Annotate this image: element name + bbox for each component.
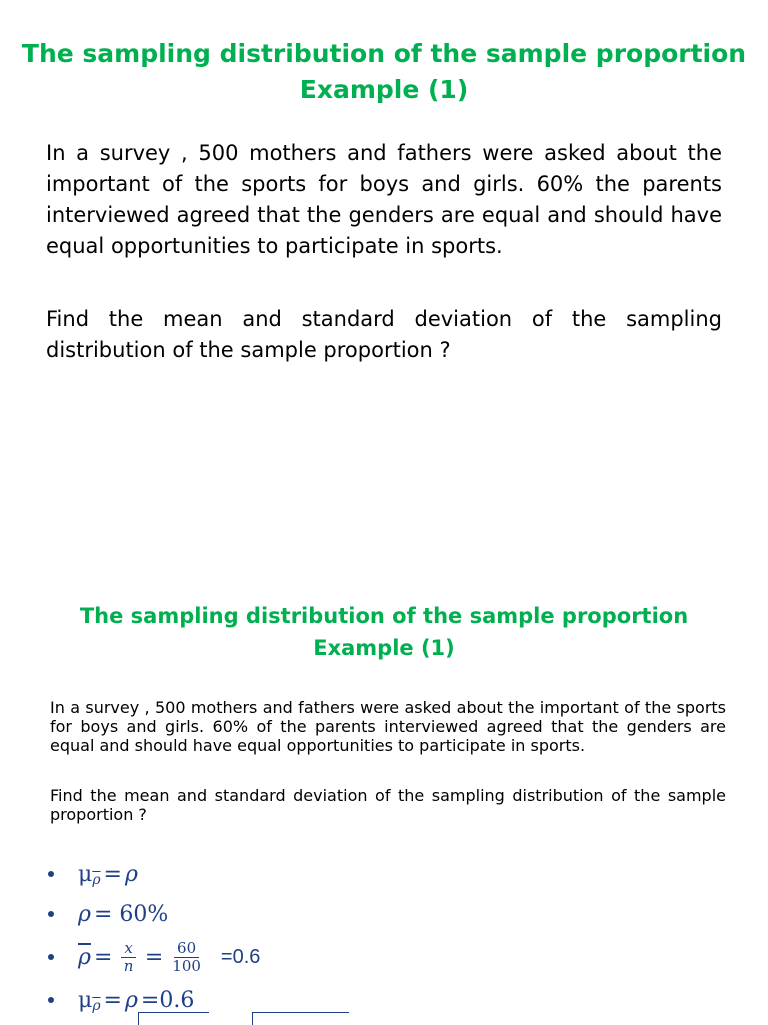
p-symbol: ρ [124,861,138,887]
slide-1-title-line-2: Example (1) [299,75,469,104]
equals-sign: = [93,944,113,970]
sqrt-radical-icon [252,1012,349,1025]
bullet-dot-icon [48,871,54,877]
slide-1-paragraph-2: Find the mean and standard deviation of the sampling distribution of the sample proportion ? [46,307,722,362]
formula-bullet-2 [48,894,260,934]
p-value-text: = 60% [93,901,169,927]
bullet-dot-icon [48,997,54,1003]
sqrt-radical-icon [138,1012,209,1025]
slide-2-paragraph-1: In a survey , 500 mothers and fathers were asked about the important of the sports for boys and girls. 60% of the parents interviewed agreed that the genders are equal and should have equal opportunities to participate in sports. [50,698,726,755]
equals-sign: = [103,987,122,1013]
fraction-denominator: n [123,956,134,975]
p-symbol: ρ [78,901,91,927]
equals-sign: = [103,861,122,887]
formula-mean-result [78,988,197,1013]
slide-1-title-line-1: The sampling distribution of the sample proportion [21,39,747,68]
slide-2-title-line-2: Example (1) [313,636,455,660]
formula-bullet-3 [48,934,260,980]
slide-1-paragraph-1: In a survey , 500 mothers and fathers were asked about the important of the sports for boys and girls. 60% the parents interviewed agreed that the genders are equal and should have equal opportunities to participate in sports. [46,141,722,258]
p-symbol: ρ [124,987,138,1013]
mu-symbol: μ [78,861,93,887]
mean-result-text: =0.6 [140,987,195,1013]
slide-2-title [0,600,768,664]
formula-bullet-1 [48,854,260,894]
bullet-dot-icon [48,954,54,960]
fraction-denominator: 100 [172,956,201,975]
p-bar-symbol: $\overline{\rho}$ [78,944,91,970]
p-bar-subscript: $\overline{\rho}$ [92,998,101,1014]
formula-bullet-list [48,854,260,1020]
formula-mean-definition [78,862,138,887]
slide-1-title [0,36,768,108]
formula-p-bar-computation [78,940,260,975]
formula-p-value [78,902,171,927]
mu-symbol: μ [78,987,93,1013]
fraction-numerator: x [121,940,135,958]
equals-sign: = [144,944,164,970]
fraction-x-over-n [121,940,135,975]
fraction-60-over-100 [172,940,201,975]
slide-2-title-line-1: The sampling distribution of the sample proportion [79,604,689,628]
p-bar-result: =0.6 [220,945,261,968]
fraction-numerator: 60 [174,940,199,958]
p-bar-subscript: $\overline{\rho}$ [92,872,101,888]
slide-2 [0,560,768,1024]
bullet-dot-icon [48,911,54,917]
slide-2-paragraph-2: Find the mean and standard deviation of the sampling distribution of the sample proportion ? [50,786,726,824]
